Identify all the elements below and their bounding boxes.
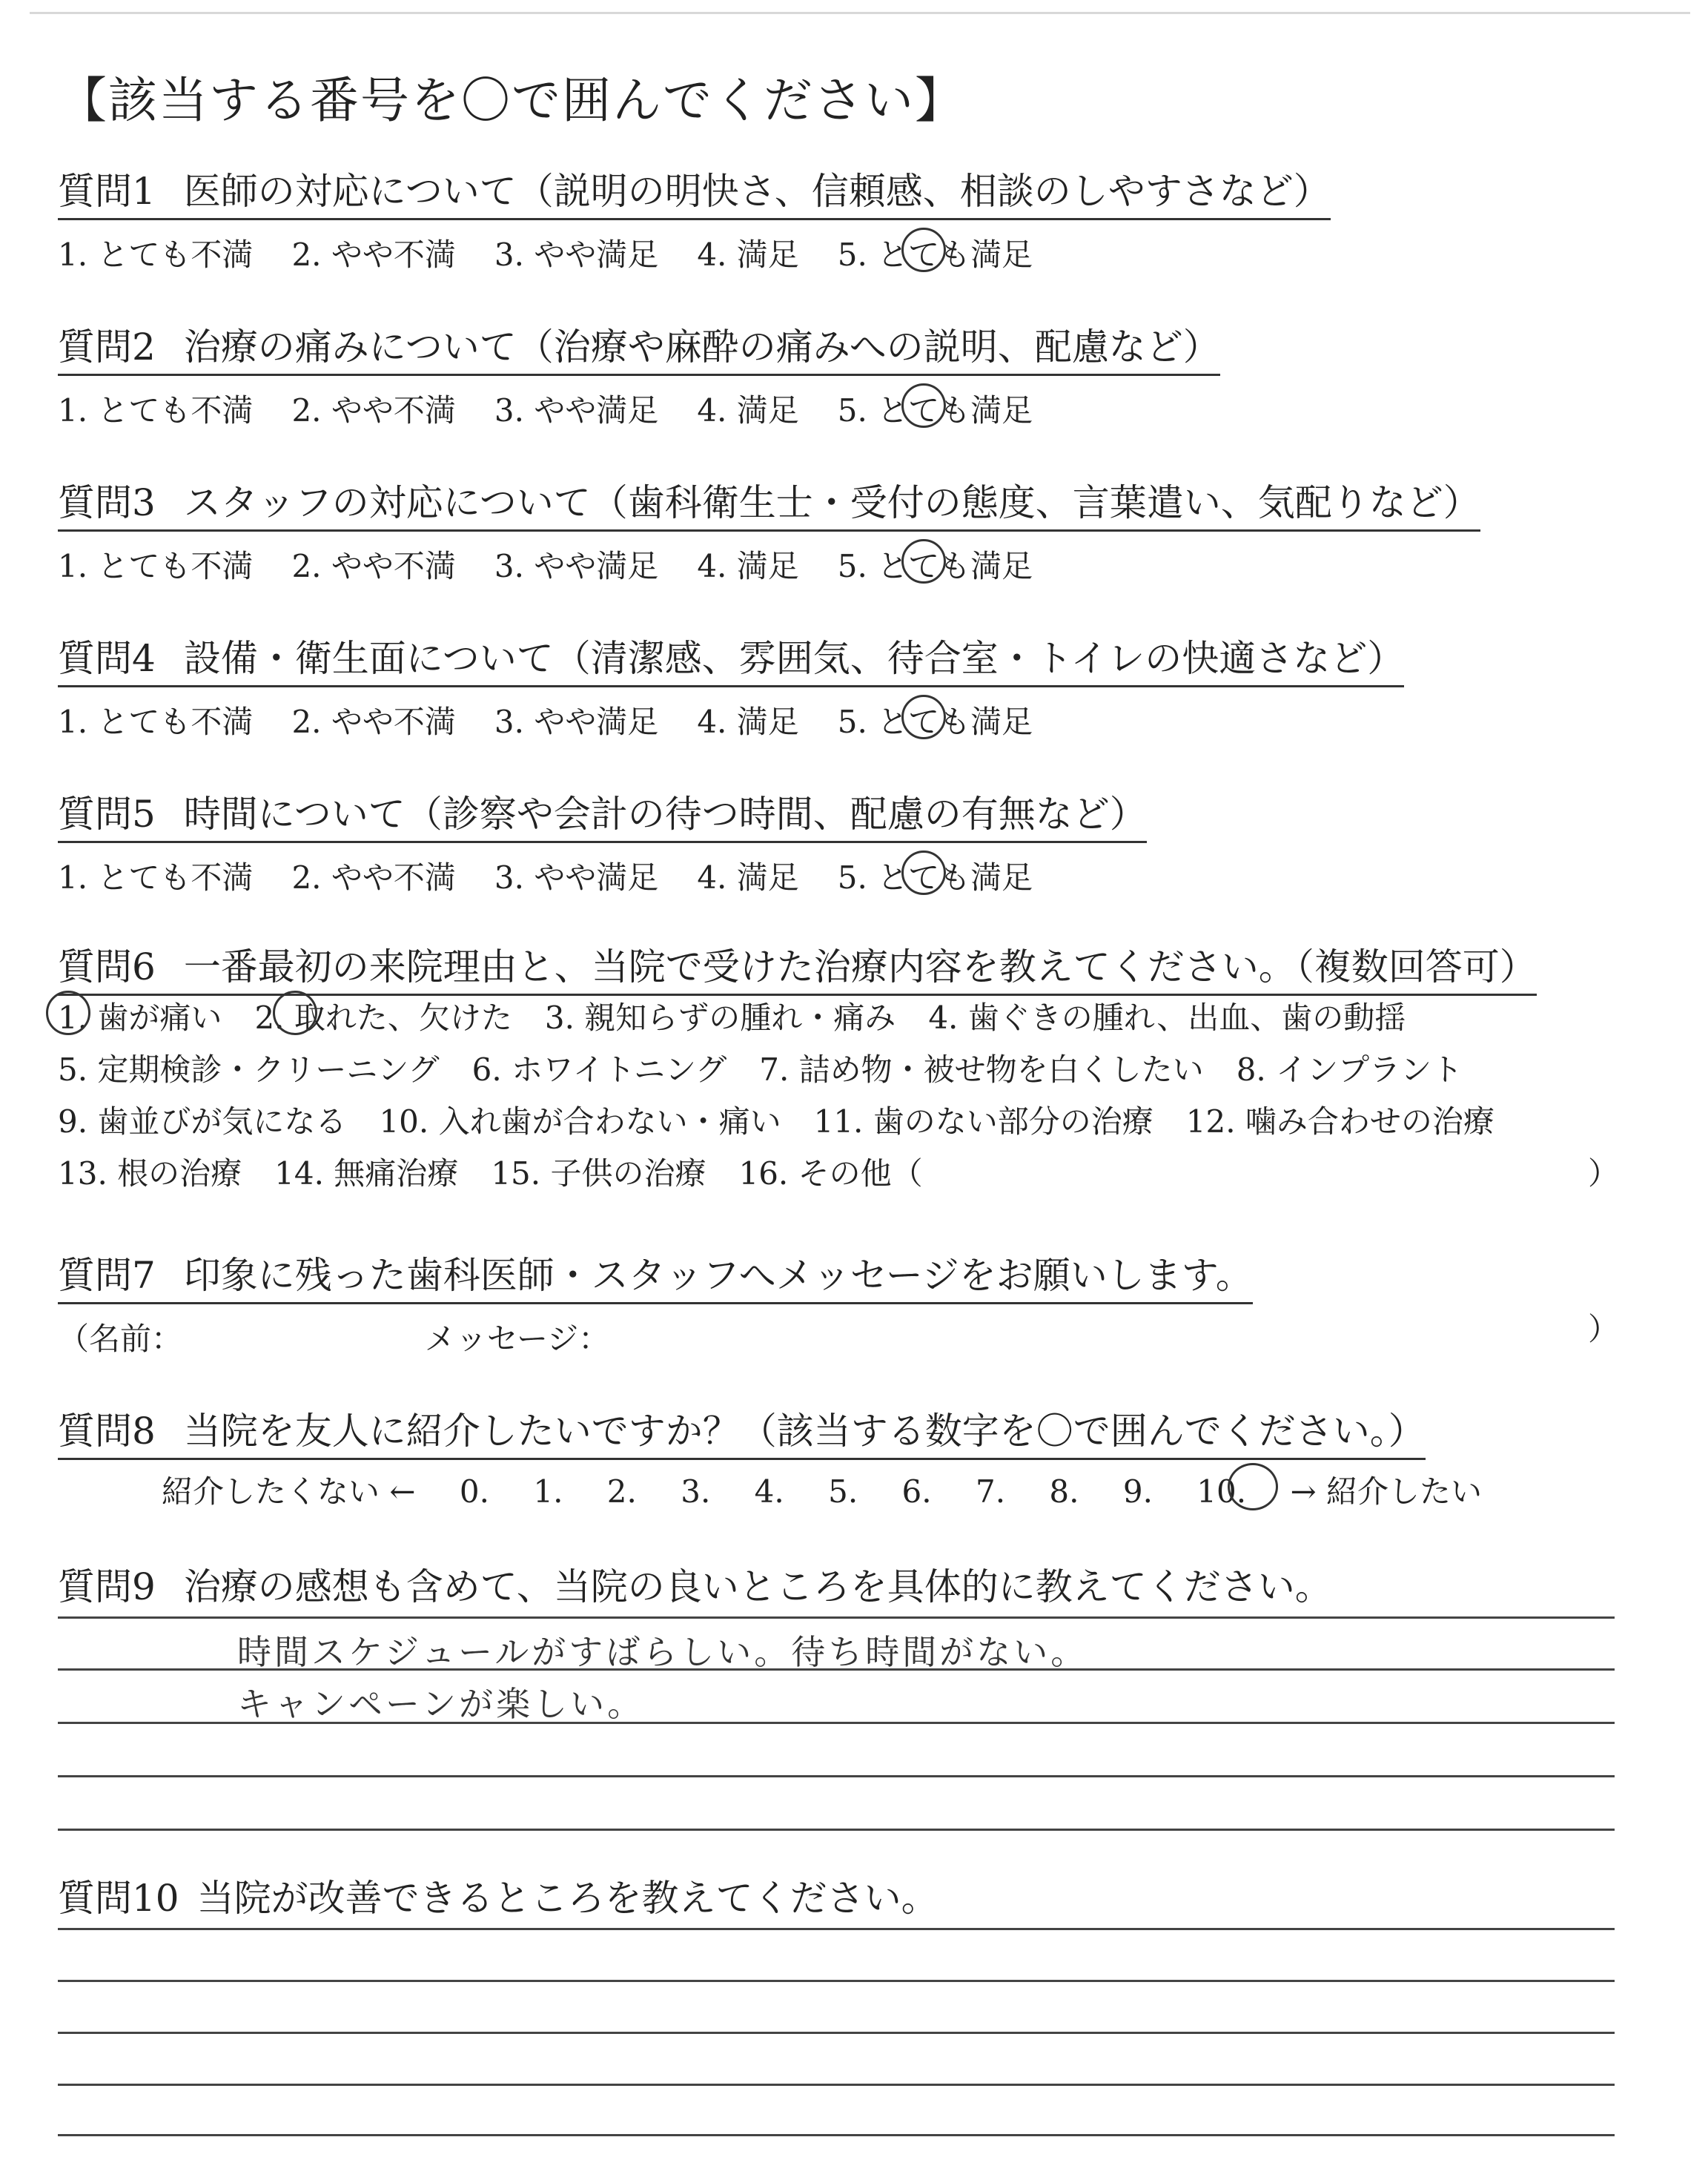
message-label: メッセージ： [424,1321,610,1357]
scale-1[interactable]: 1. [533,1473,563,1510]
option-12[interactable]: 12. 噛み合わせの治療 [1185,1103,1494,1140]
question-number: 質問6 [58,945,156,988]
question-1 [58,162,1331,275]
option-15[interactable]: 15. 子供の治療 [491,1155,706,1192]
selection-circle [901,695,946,739]
question-number: 質問3 [58,481,156,524]
option-7[interactable]: 7. 詰め物・被せ物を白くしたい [759,1051,1204,1088]
option-2-selected[interactable]: 2. 取れた、欠けた [254,1000,512,1036]
question-title: 設備・衛生面について（清潔感、雰囲気、待合室・トイレの快適さなど） [183,637,1405,680]
option-16[interactable]: 16. その他（ [738,1155,923,1192]
answer-line [58,1775,1615,1777]
option-2[interactable]: 2. やや不満 [291,704,456,740]
selection-circle [46,991,90,1035]
option-6[interactable]: 6. ホワイトニング [471,1051,727,1088]
scale-right-label: → 紹介したい [1290,1473,1482,1510]
question-title: スタッフの対応について（歯科衛生士・受付の態度、言葉遣い、気配りなど） [183,481,1480,524]
question-number: 質問7 [58,1254,156,1297]
scale-8[interactable]: 8. [1049,1473,1079,1510]
selection-circle [901,851,946,895]
question-number: 質問1 [58,170,156,213]
question-3 [58,473,1480,587]
scale-6[interactable]: 6. [901,1473,932,1510]
answer-line [58,2032,1615,2034]
option-5[interactable]: 5. 定期検診・クリーニング [58,1051,440,1088]
option-14[interactable]: 14. 無痛治療 [274,1155,459,1192]
question-10 [58,1869,939,1922]
scale-2[interactable]: 2. [606,1473,637,1510]
option-1[interactable]: 1. とても不満 [58,859,254,896]
option-4[interactable]: 4. 満足 [697,237,799,273]
option-4[interactable]: 4. 満足 [697,548,799,584]
question-title: 治療の感想も含めて、当院の良いところを具体的に教えてください。 [183,1565,1332,1608]
question-2 [58,317,1220,431]
option-3[interactable]: 3. やや満足 [494,237,659,273]
option-1[interactable]: 1. とても不満 [58,237,254,273]
option-2[interactable]: 2. やや不満 [291,859,456,896]
scale-left-label: 紹介したくない ← [162,1473,416,1510]
other-close-paren: ） [1587,1155,1619,1192]
scale-5[interactable]: 5. [828,1473,858,1510]
answer-line [58,1829,1615,1831]
option-3[interactable]: 3. やや満足 [494,392,659,429]
q6-row-1 [58,994,1527,1046]
option-3[interactable]: 3. やや満足 [494,704,659,740]
answer-line [58,1616,1615,1619]
question-8 [58,1401,1516,1512]
option-1[interactable]: 1. とても不満 [58,704,254,740]
option-5-selected[interactable]: 5. とても満足 [837,704,1033,740]
option-11[interactable]: 11. 歯のない部分の治療 [813,1103,1153,1140]
question-9 [58,1557,1332,1611]
option-8[interactable]: 8. インプラント [1236,1051,1463,1088]
question-number: 質問5 [58,793,156,836]
recommend-scale [162,1467,1516,1512]
answer-line [58,1980,1615,1982]
q6-row-2 [58,1046,1527,1097]
question-4 [58,629,1404,742]
option-5-selected[interactable]: 5. とても満足 [837,859,1033,896]
selection-circle [273,991,317,1035]
scale-10-selected[interactable]: 10. [1196,1473,1247,1510]
rating-options [58,542,1480,587]
question-title: 時間について（診察や会計の待つ時間、配慮の有無など） [183,793,1147,836]
scale-9[interactable]: 9. [1122,1473,1153,1510]
question-number: 質問8 [58,1410,156,1453]
option-1[interactable]: 1. とても不満 [58,548,254,584]
handwritten-answer-line-2: キャンペーンが楽しい。 [237,1684,645,1724]
option-9[interactable]: 9. 歯並びが気になる [58,1103,347,1140]
question-5 [58,785,1147,898]
question-6 [58,937,1537,996]
option-4[interactable]: 4. 満足 [697,392,799,429]
question-title: 当院を友人に紹介したいですか？（該当する数字を〇で囲んでください。） [183,1410,1426,1453]
selection-circle [1228,1463,1278,1510]
option-5-selected[interactable]: 5. とても満足 [837,237,1033,273]
scale-3[interactable]: 3. [681,1473,711,1510]
answer-line [58,1928,1615,1930]
answer-line [58,2134,1615,2136]
question-number: 質問10 [58,1877,179,1920]
question-title: 当院が改善できるところを教えてください。 [196,1877,939,1920]
rating-options [58,386,1220,431]
q7-fields [58,1315,1253,1359]
question-title: 医師の対応について（説明の明快さ、信頼感、相談のしやすさなど） [183,170,1331,213]
question-title: 一番最初の来院理由と、当院で受けた治療内容を教えてください。（複数回答可） [183,945,1537,988]
selection-circle [901,383,946,428]
q6-row-4 [58,1149,1527,1201]
scale-0[interactable]: 0. [459,1473,489,1510]
q6-row-3 [58,1097,1527,1149]
option-5-selected[interactable]: 5. とても満足 [837,548,1033,584]
option-10[interactable]: 10. 入れ歯が合わない・痛い [379,1103,781,1140]
option-3[interactable]: 3. やや満足 [494,859,659,896]
question-number: 質問2 [58,326,156,369]
rating-options [58,698,1404,742]
option-4[interactable]: 4. 満足 [697,859,799,896]
question-title: 治療の痛みについて（治療や麻酔の痛みへの説明、配慮など） [183,326,1220,369]
question-title: 印象に残った歯科医師・スタッフへメッセージをお願いします。 [183,1254,1253,1297]
selection-circle [901,539,946,584]
option-1-selected[interactable]: 1. 歯が痛い [58,1000,222,1036]
option-3[interactable]: 3. やや満足 [494,548,659,584]
option-2[interactable]: 2. やや不満 [291,392,456,429]
q7-close-paren: ） [1587,1311,1619,1347]
question-number: 質問9 [58,1565,156,1608]
option-4[interactable]: 4. 満足 [697,704,799,740]
rating-options [58,853,1147,898]
question-7 [58,1246,1253,1359]
rating-options [58,231,1331,275]
option-2[interactable]: 2. やや不満 [291,237,456,273]
form-heading: 【該当する番号を〇で囲んでください】 [58,72,965,129]
option-13[interactable]: 13. 根の治療 [58,1155,242,1192]
handwritten-answer-line-1: 時間スケジュールがすばらしい。待ち時間がない。 [237,1632,1088,1672]
q6-options [58,994,1527,1201]
selection-circle [901,228,946,272]
option-1[interactable]: 1. とても不満 [58,392,254,429]
option-3[interactable]: 3. 親知らずの腫れ・痛み [544,1000,896,1036]
option-5-selected[interactable]: 5. とても満足 [837,392,1033,429]
scale-7[interactable]: 7. [975,1473,1006,1510]
question-number: 質問4 [58,637,156,680]
top-border [30,12,1690,14]
name-label: （名前： [58,1321,183,1357]
option-2[interactable]: 2. やや不満 [291,548,456,584]
answer-line [58,2084,1615,2086]
scale-4[interactable]: 4. [754,1473,784,1510]
option-4[interactable]: 4. 歯ぐきの腫れ、出血、歯の動揺 [928,1000,1406,1036]
